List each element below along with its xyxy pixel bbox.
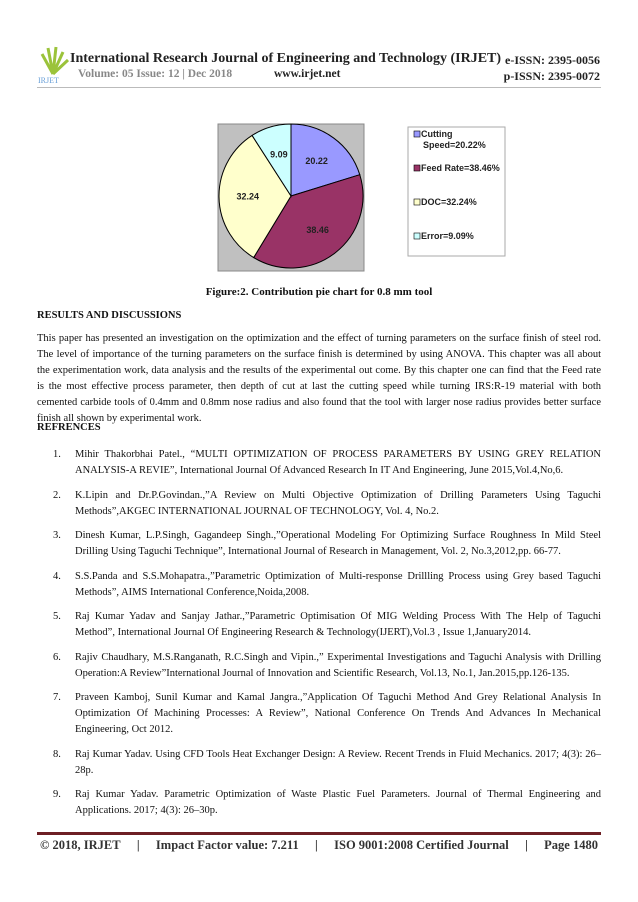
- footer: [40, 838, 598, 853]
- figure-caption: Figure:2. Contribution pie chart for 0.8 mm tool: [205, 286, 433, 298]
- ref-text: Rajiv Chaudhary, M.S.Ranganath, R.C.Singh and Vipin.,” Experimental Investigations and Taguchi Analysis with Drilling Operation:A Review”International Journal of Innovation and Scientific Research, Vol.13, No.1, Jan.2015,pp.126-135.: [75, 651, 601, 679]
- legend-label: DOC=32.24%: [421, 197, 477, 207]
- footer-divider: [37, 832, 601, 835]
- reference-item: [37, 528, 601, 560]
- ref-number: 3.: [53, 530, 61, 541]
- reference-item: [37, 650, 601, 682]
- pie-chart: [0, 0, 638, 290]
- ref-number: 8.: [53, 748, 61, 760]
- footer-page-number: Page 1480: [544, 838, 598, 852]
- volume-issue: Volume: 05 Issue: 12 | Dec 2018: [78, 68, 233, 80]
- ref-text: K.Lipin and Dr.P.Govindan.,”A Review on Multi Objective Optimization of Drilling Parameters Using Taguchi Methods”,AKGEC INTERNATIONAL JOURNAL OF TECHNOLOGY, Vol. 4, No.2.: [75, 489, 601, 517]
- ref-text: Raj Kumar Yadav. Parametric Optimization of Waste Plastic Fuel Parameters. Journal of Thermal Engineering and Applications. 2017; 4(3): 26–30p.: [75, 789, 601, 816]
- ref-number: 4.: [53, 570, 61, 582]
- legend-label: Error=9.09%: [421, 231, 474, 241]
- ref-number: 5.: [53, 611, 61, 622]
- reference-item: [37, 787, 601, 819]
- website-link[interactable]: www.irjet.net: [274, 68, 341, 80]
- footer-separator: |: [315, 838, 318, 852]
- slice-value-label: 20.22: [305, 156, 328, 167]
- slice-value-label: 9.09: [270, 149, 288, 160]
- legend-swatch: [414, 233, 420, 239]
- footer-iso: ISO 9001:2008 Certified Journal: [334, 838, 509, 852]
- footer-copyright: © 2018, IRJET: [40, 838, 121, 852]
- footer-separator: |: [525, 838, 528, 852]
- ref-text: Praveen Kamboj, Sunil Kumar and Kamal Jangra.,”Application Of Taguchi Method And Grey Relational Analysis In Optimization Of Machining Processes: A Review”, National Conference On Trends And Advances In Mechanical Engineering, Oct 2012.: [75, 692, 601, 735]
- legend-label: Speed=20.22%: [423, 140, 486, 150]
- footer-impact-factor: Impact Factor value: 7.211: [155, 838, 299, 852]
- ref-text: Raj Kumar Yadav and Sanjay Jathar.,”Parametric Optimisation Of MIG Welding Process With The Help of Taguchi Method”, International Journal Of Engineering Research & Technology(IJERT),Vol.3 , Issue 1,January2014.: [75, 611, 601, 638]
- ref-number: 6.: [53, 651, 61, 663]
- svg-text:IRJET: IRJET: [38, 76, 59, 84]
- ref-text: Dinesh Kumar, L.P.Singh, Gagandeep Singh.,”Operational Modeling For Optimizing Surface Roughness In Mild Steel Drilling Using Taguchi Technique”, International Journal of Research in Management, Vol. 2, No.3,2012,pp. 66-77.: [75, 530, 601, 557]
- pissn: p-ISSN: 2395-0072: [503, 69, 600, 83]
- reference-list: [37, 447, 601, 828]
- ref-text: Mihir Thakorbhai Patel., “MULTI OPTIMIZATION OF PROCESS PARAMETERS BY USING GREY RELATION ANALYSIS-A REVIE”, International Journal Of Advanced Research In IT And Engineering, June 2015,Vol.4,No,6.: [75, 449, 601, 476]
- reference-item: [37, 488, 601, 520]
- ref-number: 9.: [53, 789, 61, 800]
- slice-value-label: 32.24: [236, 191, 260, 202]
- legend-swatch: [414, 165, 420, 171]
- results-heading: RESULTS AND DISCUSSIONS: [37, 310, 182, 321]
- ref-number: 2.: [53, 489, 61, 501]
- legend-label: Feed Rate=38.46%: [421, 163, 500, 173]
- results-paragraph: This paper has presented an investigation on the optimization and the effect of turning parameters on the surface finish of steel rod. The level of importance of the turning parameters on the surface finish is determined by using ANOVA. This chapter was all about the experimentation work, data analysis and the results of the experimental out come. By this chapter one can find that the Feed rate is the most effective process parameter, then depth of cut at last the cutting speed while turning IRS:R-19 material with both cemented carbide tools of 0.4mm and 0.8mm nose radius and also found that the tool with larger nose radius provides better surface finish all shown by experimental work.: [37, 333, 601, 424]
- ref-text: S.S.Panda and S.S.Mohapatra.,”Parametric Optimization of Multi-response Drillling Process using Grey based Taguchi Methods”, AIMS International Conference,Noida,2008.: [75, 570, 601, 598]
- legend-label: Cutting: [421, 129, 453, 139]
- ref-text: Raj Kumar Yadav. Using CFD Tools Heat Exchanger Design: A Review. Recent Trends in Fluid Mechanics. 2017; 4(3): 26–28p.: [75, 748, 601, 776]
- reference-item: [37, 747, 601, 779]
- legend-swatch: [414, 131, 420, 137]
- reference-item: [37, 569, 601, 601]
- journal-title: International Research Journal of Engineering and Technology (IRJET): [70, 51, 502, 66]
- footer-separator: |: [136, 838, 140, 852]
- reference-item: [37, 690, 601, 738]
- ref-number: 1.: [53, 449, 61, 460]
- reference-item: [37, 609, 601, 641]
- slice-value-label: 38.46: [306, 225, 329, 236]
- reference-item: [37, 447, 601, 479]
- eissn: e-ISSN: 2395-0056: [505, 53, 600, 67]
- references-heading: REFRENCES: [37, 422, 101, 433]
- legend-swatch: [414, 199, 420, 205]
- ref-number: 7.: [53, 692, 61, 703]
